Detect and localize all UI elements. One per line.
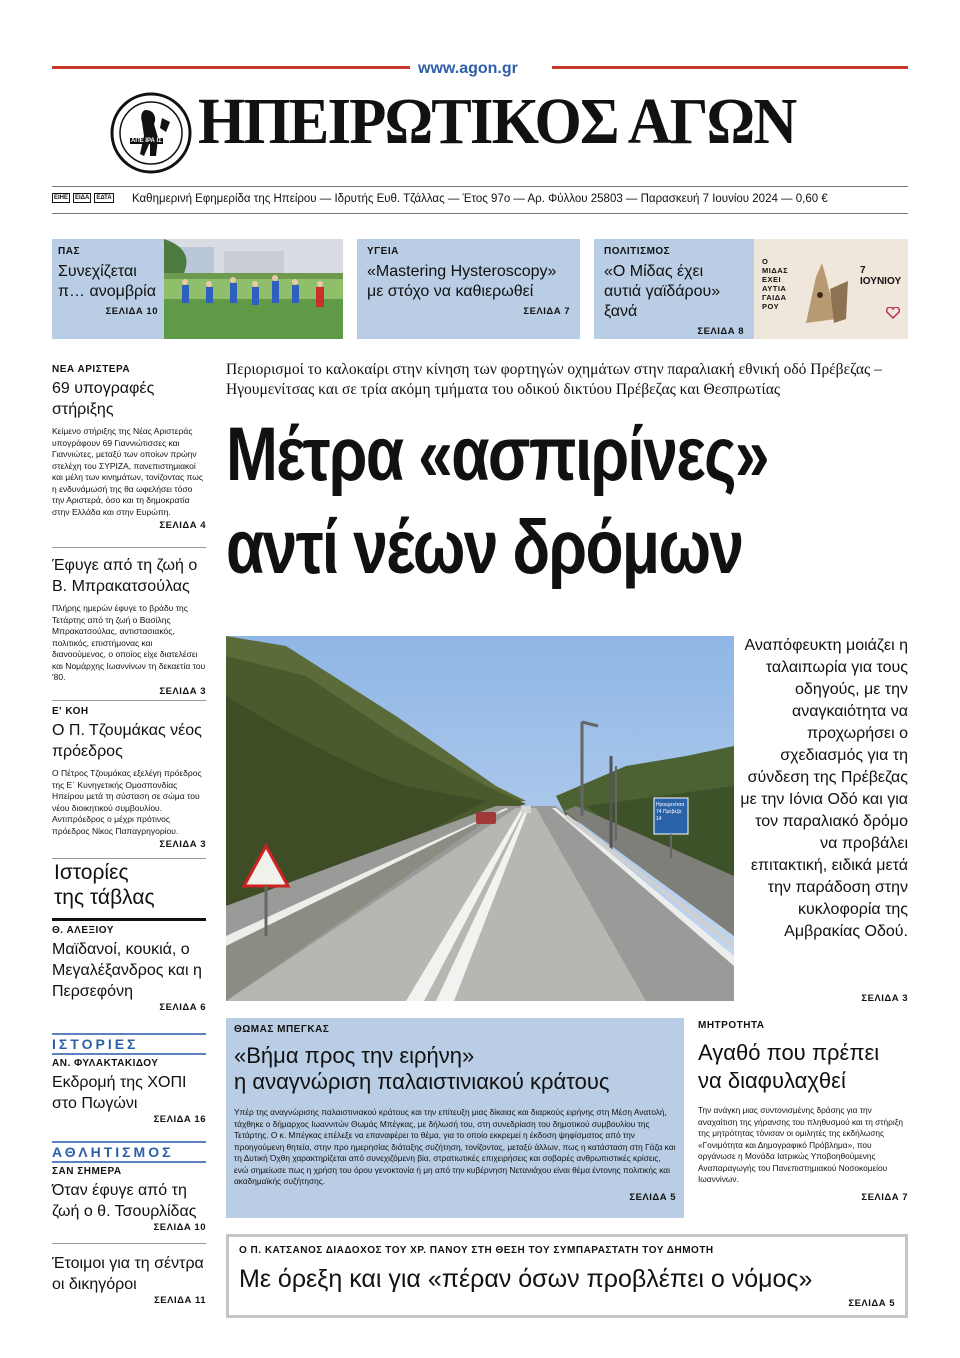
sidebar-page: ΣΕΛΙΔΑ 3 [159,685,206,697]
mpegkas-title-2: η αναγνώριση παλαιστινιακού κράτους [234,1069,610,1094]
athlitismos-page: ΣΕΛΙΔΑ 10 [153,1222,206,1233]
mitrotita-story[interactable] [698,1020,908,1203]
teaser-politismos[interactable] [594,239,754,339]
lead-headline-line1[interactable]: Μέτρα «ασπιρίνες» [226,412,768,497]
sidebar-divider [52,700,206,701]
heart-icon [886,307,900,319]
mpegkas-body: Υπέρ της αναγνώρισης παλαιστινιακού κράτους και την επίτευξη μιας δίκαιας και διαρκούς ειρήνης στη Μέση Ανατολή, τάχθηκε ο δήμαρχος Ιωαννιτών Θωμάς Μπέγκας, με δήλωσή του, στη συνεδρίαση του δημοτικού συμβουλίου της Τετάρτης. Ο κ. Μπέγκας επέλεξε να επαναφέρει το θέμα, για το οποίο εκκρεμεί η έκδοση ψηφίσματος από την προηγούμενη θητεία, στην προ ημερησίας διάταξης συζήτηση, τονίζοντας, μεταξύ άλλων, πως η κατάσταση στη Γάζα και τη Δυτική Όχθη χαρακτηρίζεται από συνεχιζόμενη βία, στρατιωτικές επιχειρήσεις και σοβαρές ανθρωπιστικές κρίσεις, ενώ σημείωσε πως η χρήση του όρου γενοκτονία ή μη από την κυβέρνηση Νετανιάχου είναι θέμα έντονης πολιτικής και ακαδημαϊκής συζήτησης. [234,1107,676,1186]
lead-body: Αναπόφευκτη μοιάζει η ταλαιπωρία για τους οδηγούς, με την αναγκαιότητα να προχωρήσει ο σχεδιασμός για τη σύνδεση της Πρέβεζας με την Ιόνια Οδό και για τον παραλιακό δρόμο να προβάλει επιτακτική, ειδικά μετά την παράδοση στην κυκλοφορία της Αμβρακίας Οδού. [740,637,908,940]
sidebar-body: Κείμενο στήριξης της Νέας Αριστεράς υπογράφουν 69 Γιαννιώτισσες και Γιαννιώτες, μεταξύ των οποίων πρώην στελέχη του ΣΥΡΙΖΑ, πανεπιστημιακοί και μέλη των κινημάτων, τονίζοντας πως η ενδυνάμωσή της θα ωφελήσει τόσο την Αριστερά, όσο και τη δημοκρατία στην Ελλάδα και στην Ευρώπη. [52,426,203,517]
athlitismos-kicker: ΣΑΝ ΣΗΜΕΡΑ [52,1166,122,1177]
istories-section-bar: ΙΣΤΟΡΙΕΣ [52,1033,206,1055]
sidebar-kicker: ΝΕΑ ΑΡΙΣΤΕΡΑ [52,364,131,375]
sidebar-title: Έφυγε από τη ζωή ο Β. Μπρακατσούλας [52,557,198,595]
poster-date: 7 ΙΟΥΝΙΟΥ [860,265,902,287]
mpegkas-kicker: ΘΩΜΑΣ ΜΠΕΓΚΑΣ [234,1024,330,1035]
katsanos-title: Με όρεξη και για «πέραν όσων προβλέπει ο νόμος» [239,1265,813,1293]
top-rule-left [52,66,410,69]
tablas-title: Μαϊδανοί, κουκιά, ο Μεγαλέξανδρος και η Περσεφόνη [52,941,202,1000]
tablas-story[interactable] [52,925,206,1013]
road-sign-text: Ηγουμενίτσα 74 Πρέβεζα 14 [656,802,685,822]
istories-kicker: ΑΝ. ΦΥΛΑΚΤΑΚΙΔΟΥ [52,1058,159,1069]
athlitismos-story[interactable] [52,1166,206,1233]
mpegkas-box[interactable] [226,1018,684,1218]
poster-words: Ο ΜΙΔΑΣ ΕΧΕΙ ΑΥΤΙΑ ΓΑΙΔΑ ΡΟΥ [762,257,789,311]
katsanos-kicker: Ο Π. ΚΑΤΣΑΝΟΣ ΔΙΑΔΟΧΟΣ ΤΟΥ ΧΡ. ΠΑΝΟΥ ΣΤΗ ΘΕΣΗ ΤΟΥ ΣΥΜΠΑΡΑΣΤΑΤΗ ΤΟΥ ΔΗΜΟΤΗ [239,1245,714,1256]
masthead-info: Καθημερινή Εφημερίδα της Ηπείρου — Ιδρυτής Ευθ. Τζάλλας — Έτος 97ο — Αρ. Φύλλου 25803 — Παρασκευή 7 Ιουνίου 2024 — 0,60 € [132,193,828,205]
newspaper-title: ΗΠΕΙΡΩΤΙΚΟΣ ΑΓΩΝ [198,85,796,158]
theatre-poster [754,239,908,339]
badge-edta: ΕΔΤΑ [96,195,112,201]
istories-title: Εκδρομή της ΧΟΠΙ στο Πωγώνι [52,1074,187,1112]
lead-deck: Περιορισμοί το καλοκαίρι στην κίνηση των φορτηγών οχημάτων στην παραλιακή εθνική οδό Πρέβεζας – Ηγουμενίτσας και σε τρία ακόμη τμήματα του οδικού δικτύου Πρέβεζας και Θεσπρωτίας [226,361,882,398]
lead-headline-line2[interactable]: αντί νέων δρόμων [226,505,743,590]
tablas-line1: Ιστορίες [54,861,129,884]
teaser-page: ΣΕΛΙΔΑ 10 [105,306,158,317]
mitrotita-kicker: ΜΗΤΡΟΤΗΤΑ [698,1020,765,1031]
mitrotita-body: Την ανάγκη μιας συντονισμένης δράσης για την αναχαίτιση της γήρανσης του πληθυσμού και τη στήριξη της μητρότητας τόνισαν οι ομιλητές της εκδήλωσης «Γονιμότητα και Δημογραφικό Πρόβλημα», που οργάνωσε η Μονάδα Ιατρικώς Υποβοηθούμενης Αναπαραγωγής του Πανεπιστημιακού Νοσοκομείου Ιωαννίνων. [698,1105,904,1184]
sidebar-divider [52,1243,206,1244]
teaser-title: «Ο Μίδας έχει αυτιά γαϊδάρου» ξανά [604,263,721,320]
teaser-title: Συνεχίζεται π… ανομβρία [58,263,156,300]
teaser-title: «Mastering Hysteroscopy» με στόχο να καθιερωθεί [367,263,557,300]
masthead-divider-bottom [52,213,908,214]
press-badges [52,193,114,203]
sidebar-title: Ο Π. Τζουμάκας νέος πρόεδρος [52,722,202,760]
masthead-seal [110,92,192,174]
istories-story[interactable] [52,1058,206,1125]
sidebar-story-1[interactable] [52,364,206,531]
sidebar-body: Πλήρης ημερών έφυγε το βράδυ της Τετάρτης από τη ζωή ο Βασίλης Μπρακατσούλας, αντιστασιακός, πολιτικός, επιστήμονας και διανοούμενος, ο οποίος είχε διατελέσει και Νομάρχης Ιωαννίνων τη δεκαετία του '80. [52,603,206,682]
mitrotita-page: ΣΕΛΙΔΑ 7 [861,1191,908,1203]
katsanos-box[interactable] [226,1234,908,1318]
sidebar-kicker: Ε' ΚΟΗ [52,706,89,717]
tablas-rule [52,918,206,921]
lead-page[interactable]: ΣΕΛΙΔΑ 3 [861,993,908,1004]
mpegkas-page: ΣΕΛΙΔΑ 5 [629,1191,676,1203]
road-photo [226,636,734,1001]
teaser-ygeia[interactable] [357,239,580,339]
seal-icon [110,92,192,174]
sidebar-title: 69 υπογραφές στήριξης [52,380,155,418]
teaser-kicker: ΥΓΕΙΑ [367,246,399,257]
athlitismos-page-2: ΣΕΛΙΔΑ 11 [154,1295,206,1306]
katsanos-page: ΣΕΛΙΔΑ 5 [848,1298,895,1309]
site-url[interactable]: www.agon.gr [418,60,518,77]
badge-eihe: ΕΙΗΕ [54,195,69,201]
sidebar-divider [52,547,206,548]
sidebar-divider [52,858,206,859]
mitrotita-title: Αγαθό που πρέπει να διαφυλαχθεί [698,1040,880,1093]
mpegkas-title-1: «Βήμα προς την ειρήνη» [234,1043,475,1068]
athlitismos-section-bar: ΑΘΛΗΤΙΣΜΟΣ [52,1141,206,1163]
teaser-pas[interactable] [52,239,164,339]
tablas-kicker: Θ. ΑΛΕΞΙΟΥ [52,925,114,936]
badge-eida: ΕΙΔΑ [75,195,90,201]
sidebar-body: Ο Πέτρος Τζουμάκας εξελέγη πρόεδρος της Ε΄ Κυνηγετικής Ομοσπονδίας Ηπείρου μετά τη σύσταση σε σώμα του νέου διοικητικού συμβουλίου. Αντιπρόεδρος ο μέχρι πρότινος πρόεδρος Νίκος Παπαγρηγορίου. [52,768,202,836]
masthead-divider [52,186,908,187]
athlitismos-story-2[interactable] [52,1250,206,1306]
poster-donkey-icon [796,259,856,329]
sidebar-page: ΣΕΛΙΔΑ 3 [159,839,206,850]
teaser-page: ΣΕΛΙΔΑ 7 [523,306,570,317]
athlitismos-title: Όταν έφυγε από τη ζωή ο θ. Τσουρλίδας [52,1182,197,1220]
teaser-kicker: ΠΑΣ [58,246,80,257]
sidebar-story-2[interactable] [52,552,206,697]
istories-page: ΣΕΛΙΔΑ 16 [153,1114,206,1125]
tablas-line2: της τάβλας [54,886,155,909]
sidebar-story-3[interactable] [52,706,206,850]
teaser-page: ΣΕΛΙΔΑ 8 [697,326,744,337]
istories-tablas[interactable] [52,860,206,910]
top-rule-right [552,66,908,69]
athlitismos-title-2: Έτοιμοι για τη σέντρα οι δικηγόροι [52,1255,204,1293]
sidebar-page: ΣΕΛΙΔΑ 4 [159,520,206,531]
teaser-kicker: ΠΟΛΙΤΙΣΜΟΣ [604,246,671,257]
tablas-page: ΣΕΛΙΔΑ 6 [159,1002,206,1013]
football-photo [164,239,343,339]
seal-text: ΑΠΕ ΙΡΑ ΙΣ [131,138,162,144]
